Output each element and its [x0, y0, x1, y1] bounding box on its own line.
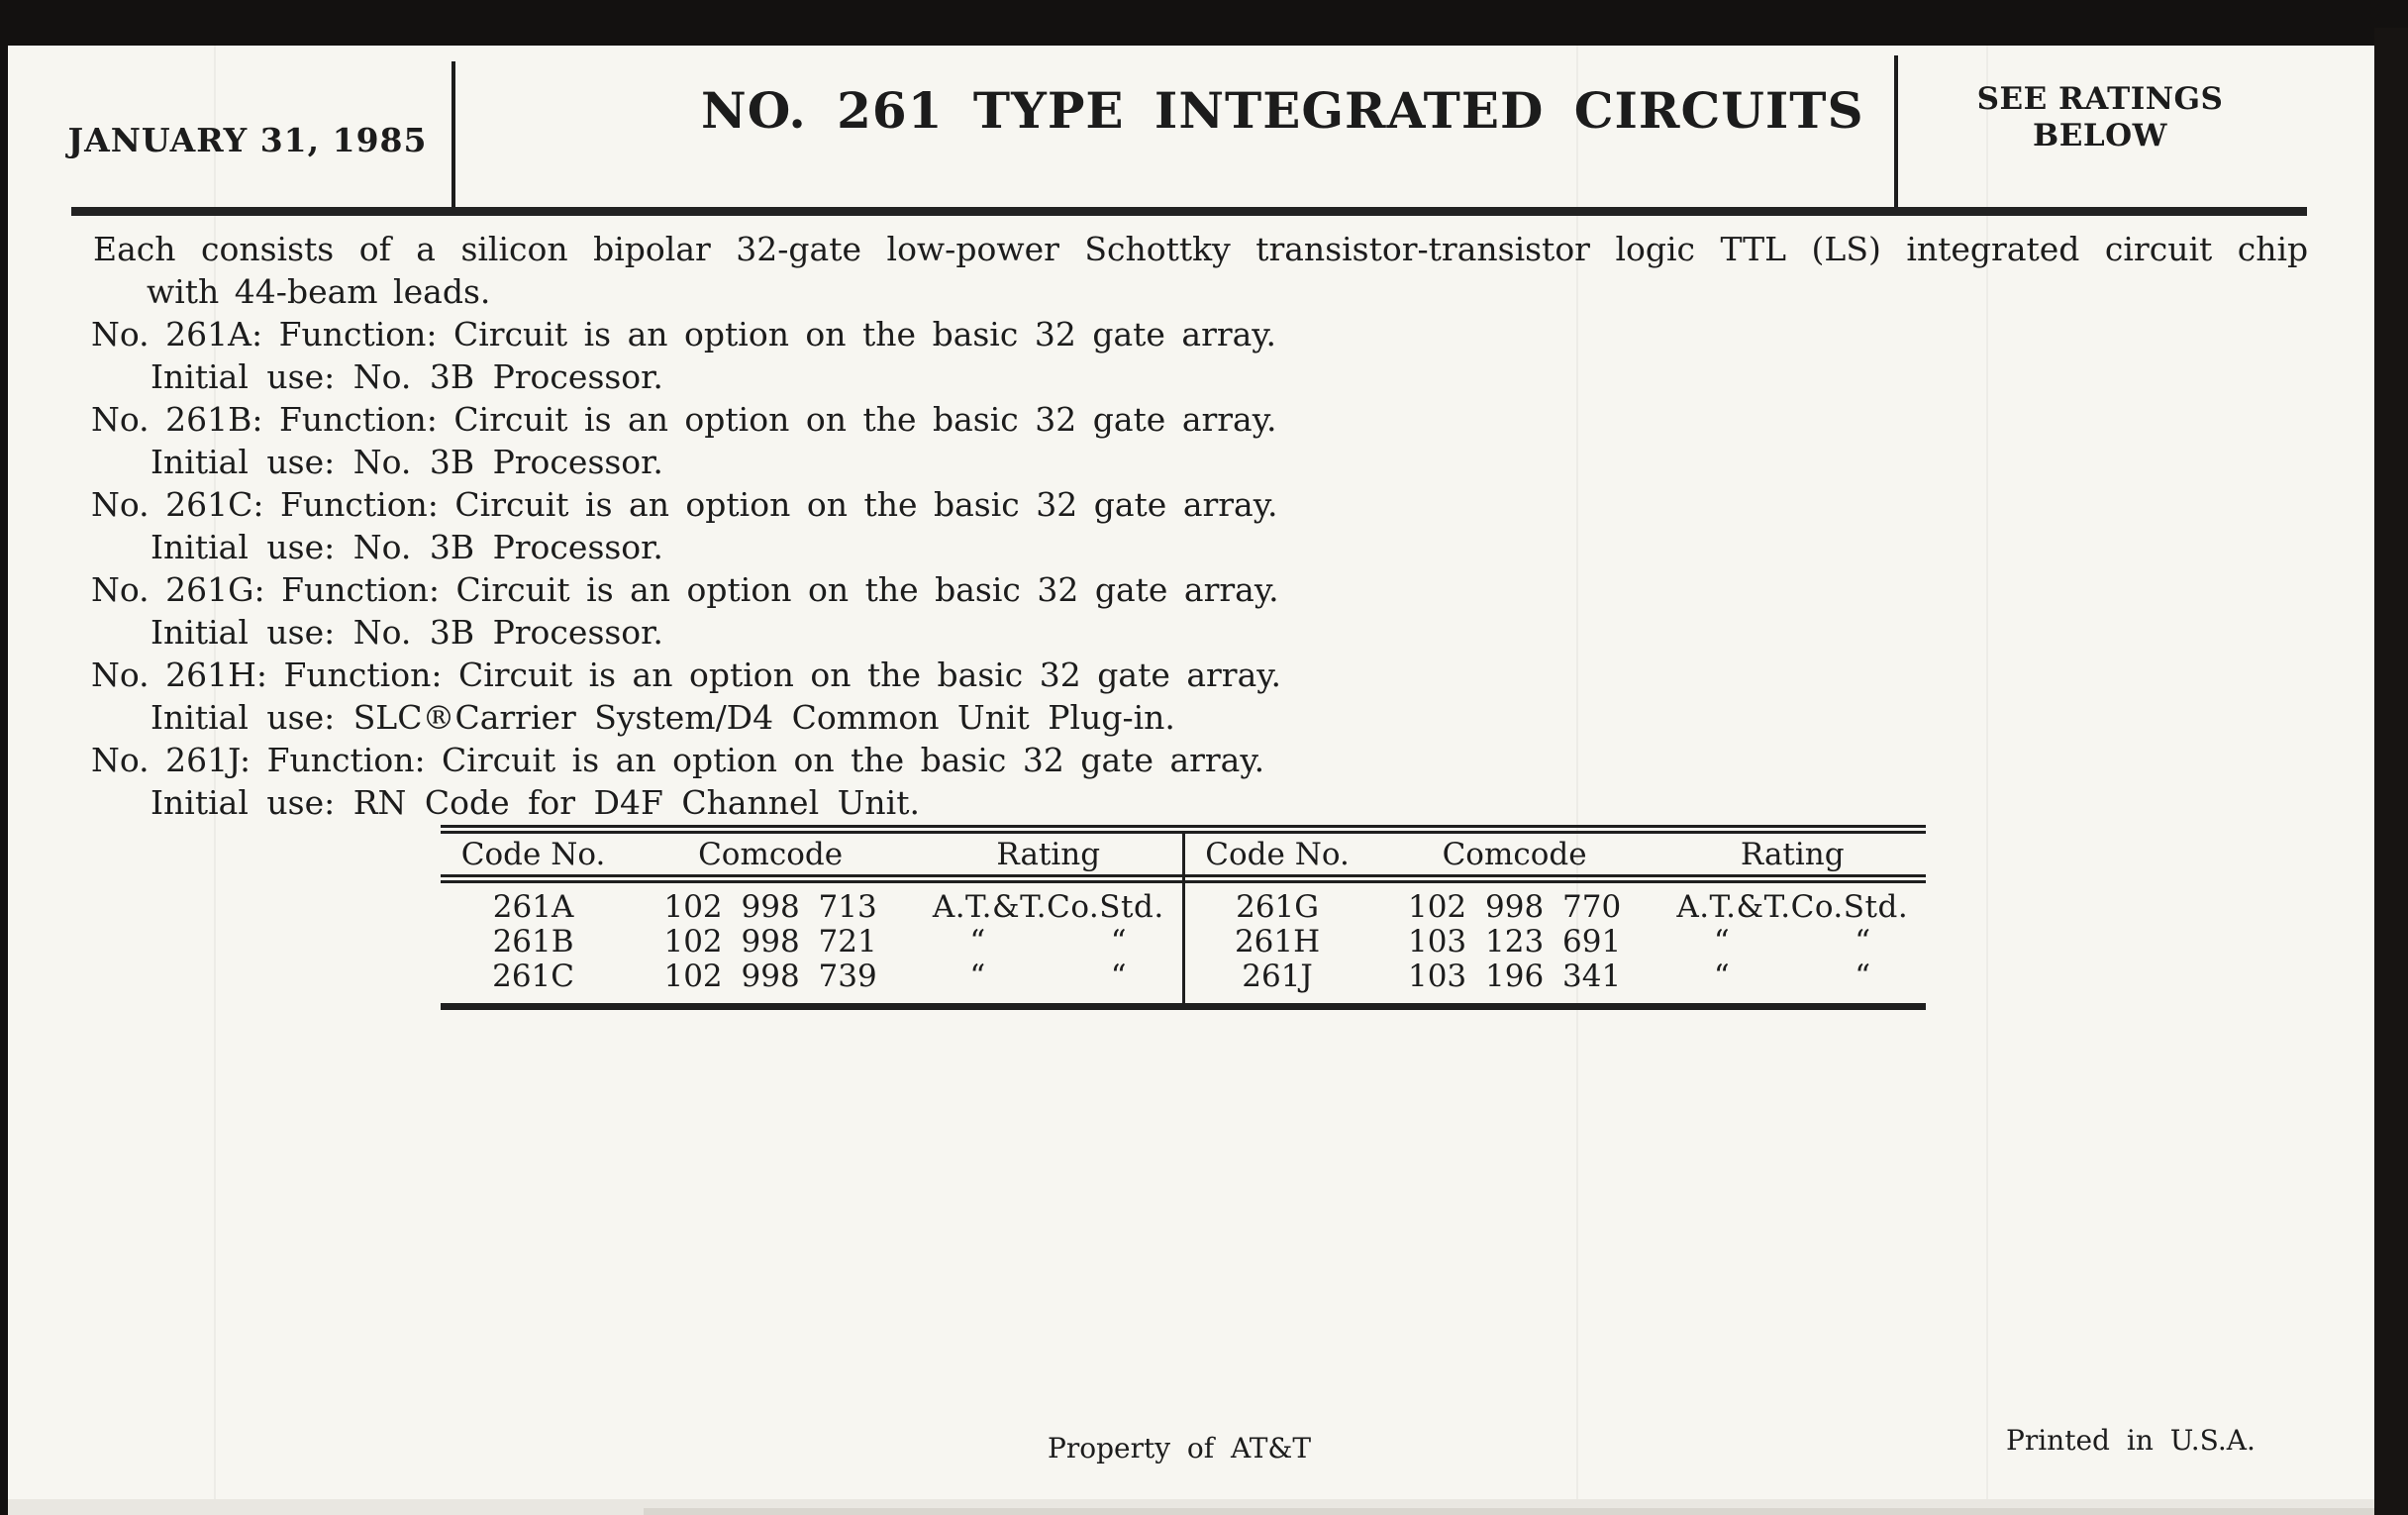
- cell-rating: A.T.&T.Co.Std.: [1676, 889, 1909, 925]
- table-row-261h: [1185, 925, 1927, 960]
- initial-use-line-261g: Initial use: No. 3B Processor.: [150, 613, 663, 652]
- cell-code: 261C: [492, 959, 574, 994]
- table-header-row: [441, 834, 1182, 883]
- printed-note: Printed in U.S.A.: [2006, 1424, 2256, 1457]
- function-line-261c: No. 261C: Function: Circuit is an option on the basic 32 gate array.: [91, 485, 1278, 524]
- table-row-261b: [441, 925, 1182, 960]
- table-row-261j: [1185, 960, 1927, 994]
- column-header-comcode: Comcode: [1442, 836, 1587, 872]
- function-line-261j: No. 261J: Function: Circuit is an option on the basic 32 gate array.: [91, 741, 1265, 779]
- cell-comcode: 102 998 721: [663, 924, 877, 960]
- page-title: NO. 261 TYPE INTEGRATED CIRCUITS: [701, 81, 1864, 140]
- function-line-261h: No. 261H: Function: Circuit is an option on the basic 32 gate array.: [91, 656, 1281, 694]
- cell-rating: A.T.&T.Co.Std.: [932, 889, 1164, 925]
- intro-line-1: Each consists of a silicon bipolar 32-gate low-power Schottky transistor-transistor logic TTL (LS) integrated circuit chip: [93, 230, 2309, 268]
- description-block: [0, 228, 2408, 824]
- cell-code: 261J: [1242, 959, 1313, 994]
- initial-use-line-261h: Initial use: SLC®Carrier System/D4 Common Unit Plug-in.: [150, 698, 1175, 737]
- function-line-261a: No. 261A: Function: Circuit is an option on the basic 32 gate array.: [91, 315, 1277, 354]
- cell-code: 261A: [492, 889, 574, 925]
- ratings-table-left-half: [441, 834, 1182, 1003]
- scan-edge-top: [0, 0, 2408, 46]
- ratings-note-line2: BELOW: [2033, 118, 2167, 153]
- ratings-table-right-half: [1185, 834, 1927, 1003]
- column-header-code: Code No.: [460, 836, 606, 872]
- table-row-261g: [1185, 890, 1927, 925]
- function-line-261g: No. 261G: Function: Circuit is an option on the basic 32 gate array.: [91, 570, 1279, 609]
- initial-use-line-261c: Initial use: No. 3B Processor.: [150, 528, 663, 566]
- initial-use-line-261j: Initial use: RN Code for D4F Channel Unit.: [150, 783, 920, 822]
- header-rule: [71, 207, 2307, 216]
- cell-code: 261H: [1234, 924, 1321, 960]
- initial-use-line-261b: Initial use: No. 3B Processor.: [150, 443, 663, 481]
- ratings-note-line1: SEE RATINGS: [1976, 81, 2224, 117]
- intro-line-2: with 44-beam leads.: [147, 272, 491, 311]
- cell-comcode: 103 123 691: [1407, 924, 1622, 960]
- table-header-row: [1185, 834, 1927, 883]
- header-divider-left: [452, 61, 455, 208]
- cell-comcode: 102 998 713: [663, 889, 877, 925]
- table-body: [441, 883, 1182, 1003]
- column-header-code: Code No.: [1205, 836, 1350, 872]
- column-header-comcode: Comcode: [698, 836, 844, 872]
- cell-code: 261G: [1236, 889, 1320, 925]
- cell-comcode: 103 196 341: [1407, 959, 1622, 994]
- column-header-rating: Rating: [1740, 836, 1845, 872]
- property-note: Property of AT&T: [1048, 1432, 1312, 1464]
- cell-code: 261B: [492, 924, 574, 960]
- cell-rating-ditto: “ “: [969, 959, 1128, 994]
- cell-rating-ditto: “ “: [1713, 924, 1871, 960]
- function-line-261b: No. 261B: Function: Circuit is an option on the basic 32 gate array.: [91, 400, 1277, 439]
- issue-date: JANUARY 31, 1985: [67, 121, 428, 159]
- cell-comcode: 102 998 739: [663, 959, 877, 994]
- cell-rating-ditto: “ “: [969, 924, 1128, 960]
- cell-comcode: 102 998 770: [1407, 889, 1622, 925]
- ratings-table: [441, 825, 1926, 1010]
- initial-use-line-261a: Initial use: No. 3B Processor.: [150, 357, 663, 396]
- column-header-rating: Rating: [996, 836, 1101, 872]
- ratings-note: [1965, 81, 2235, 154]
- table-row-261a: [441, 890, 1182, 925]
- header-divider-right: [1894, 55, 1898, 208]
- table-row-261c: [441, 960, 1182, 994]
- scan-edge-bottom-smudge: [644, 1508, 2374, 1515]
- cell-rating-ditto: “ “: [1713, 959, 1871, 994]
- table-body: [1185, 883, 1927, 1003]
